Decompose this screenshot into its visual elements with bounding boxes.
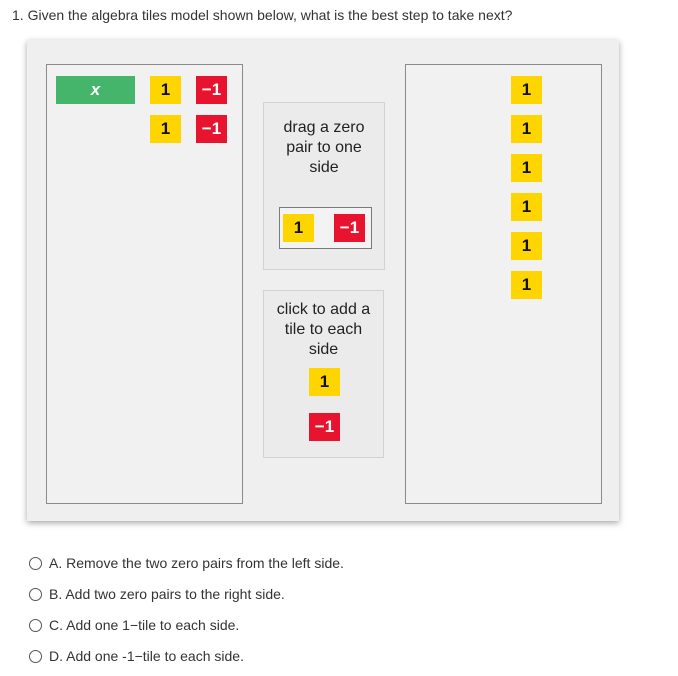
radio-button[interactable]: [29, 619, 42, 632]
option-d[interactable]: [29, 648, 244, 664]
positive-one-tile[interactable]: 1: [511, 232, 542, 260]
positive-one-tile[interactable]: 1: [511, 154, 542, 182]
radio-button[interactable]: [29, 557, 42, 570]
positive-one-tile[interactable]: 1: [511, 271, 542, 299]
add-tile-panel: [263, 290, 384, 458]
negative-one-tile[interactable]: −1: [196, 76, 227, 104]
radio-button[interactable]: [29, 588, 42, 601]
positive-one-tile[interactable]: 1: [511, 193, 542, 221]
drag-instruction: drag a zero pair to one side: [283, 119, 365, 176]
option-b[interactable]: [29, 586, 285, 602]
question-text: 1. Given the algebra tiles model shown below, what is the best step to take next?: [12, 7, 513, 23]
right-side-mat: [405, 64, 602, 504]
radio-button[interactable]: [29, 650, 42, 663]
positive-one-tile[interactable]: 1: [511, 76, 542, 104]
positive-one-tile: 1: [283, 214, 314, 242]
option-a[interactable]: [29, 555, 344, 571]
option-label: B. Add two zero pairs to the right side.: [49, 586, 285, 602]
option-label: A. Remove the two zero pairs from the left side.: [49, 555, 344, 571]
negative-one-tile[interactable]: −1: [196, 115, 227, 143]
positive-one-tile[interactable]: 1: [150, 115, 181, 143]
add-positive-one-button[interactable]: 1: [309, 368, 340, 396]
add-negative-one-button[interactable]: −1: [309, 413, 340, 441]
x-tile[interactable]: x: [56, 76, 135, 104]
drag-zero-pair-panel: [263, 102, 385, 270]
left-side-mat: [46, 64, 243, 504]
zero-pair-draggable[interactable]: [279, 207, 372, 249]
algebra-tiles-workspace: [27, 40, 619, 521]
add-instruction: click to add a tile to each side: [276, 301, 371, 358]
positive-one-tile[interactable]: 1: [150, 76, 181, 104]
option-label: D. Add one -1−tile to each side.: [49, 648, 244, 664]
option-c[interactable]: [29, 617, 239, 633]
positive-one-tile[interactable]: 1: [511, 115, 542, 143]
negative-one-tile: −1: [334, 214, 365, 242]
option-label: C. Add one 1−tile to each side.: [49, 617, 240, 633]
